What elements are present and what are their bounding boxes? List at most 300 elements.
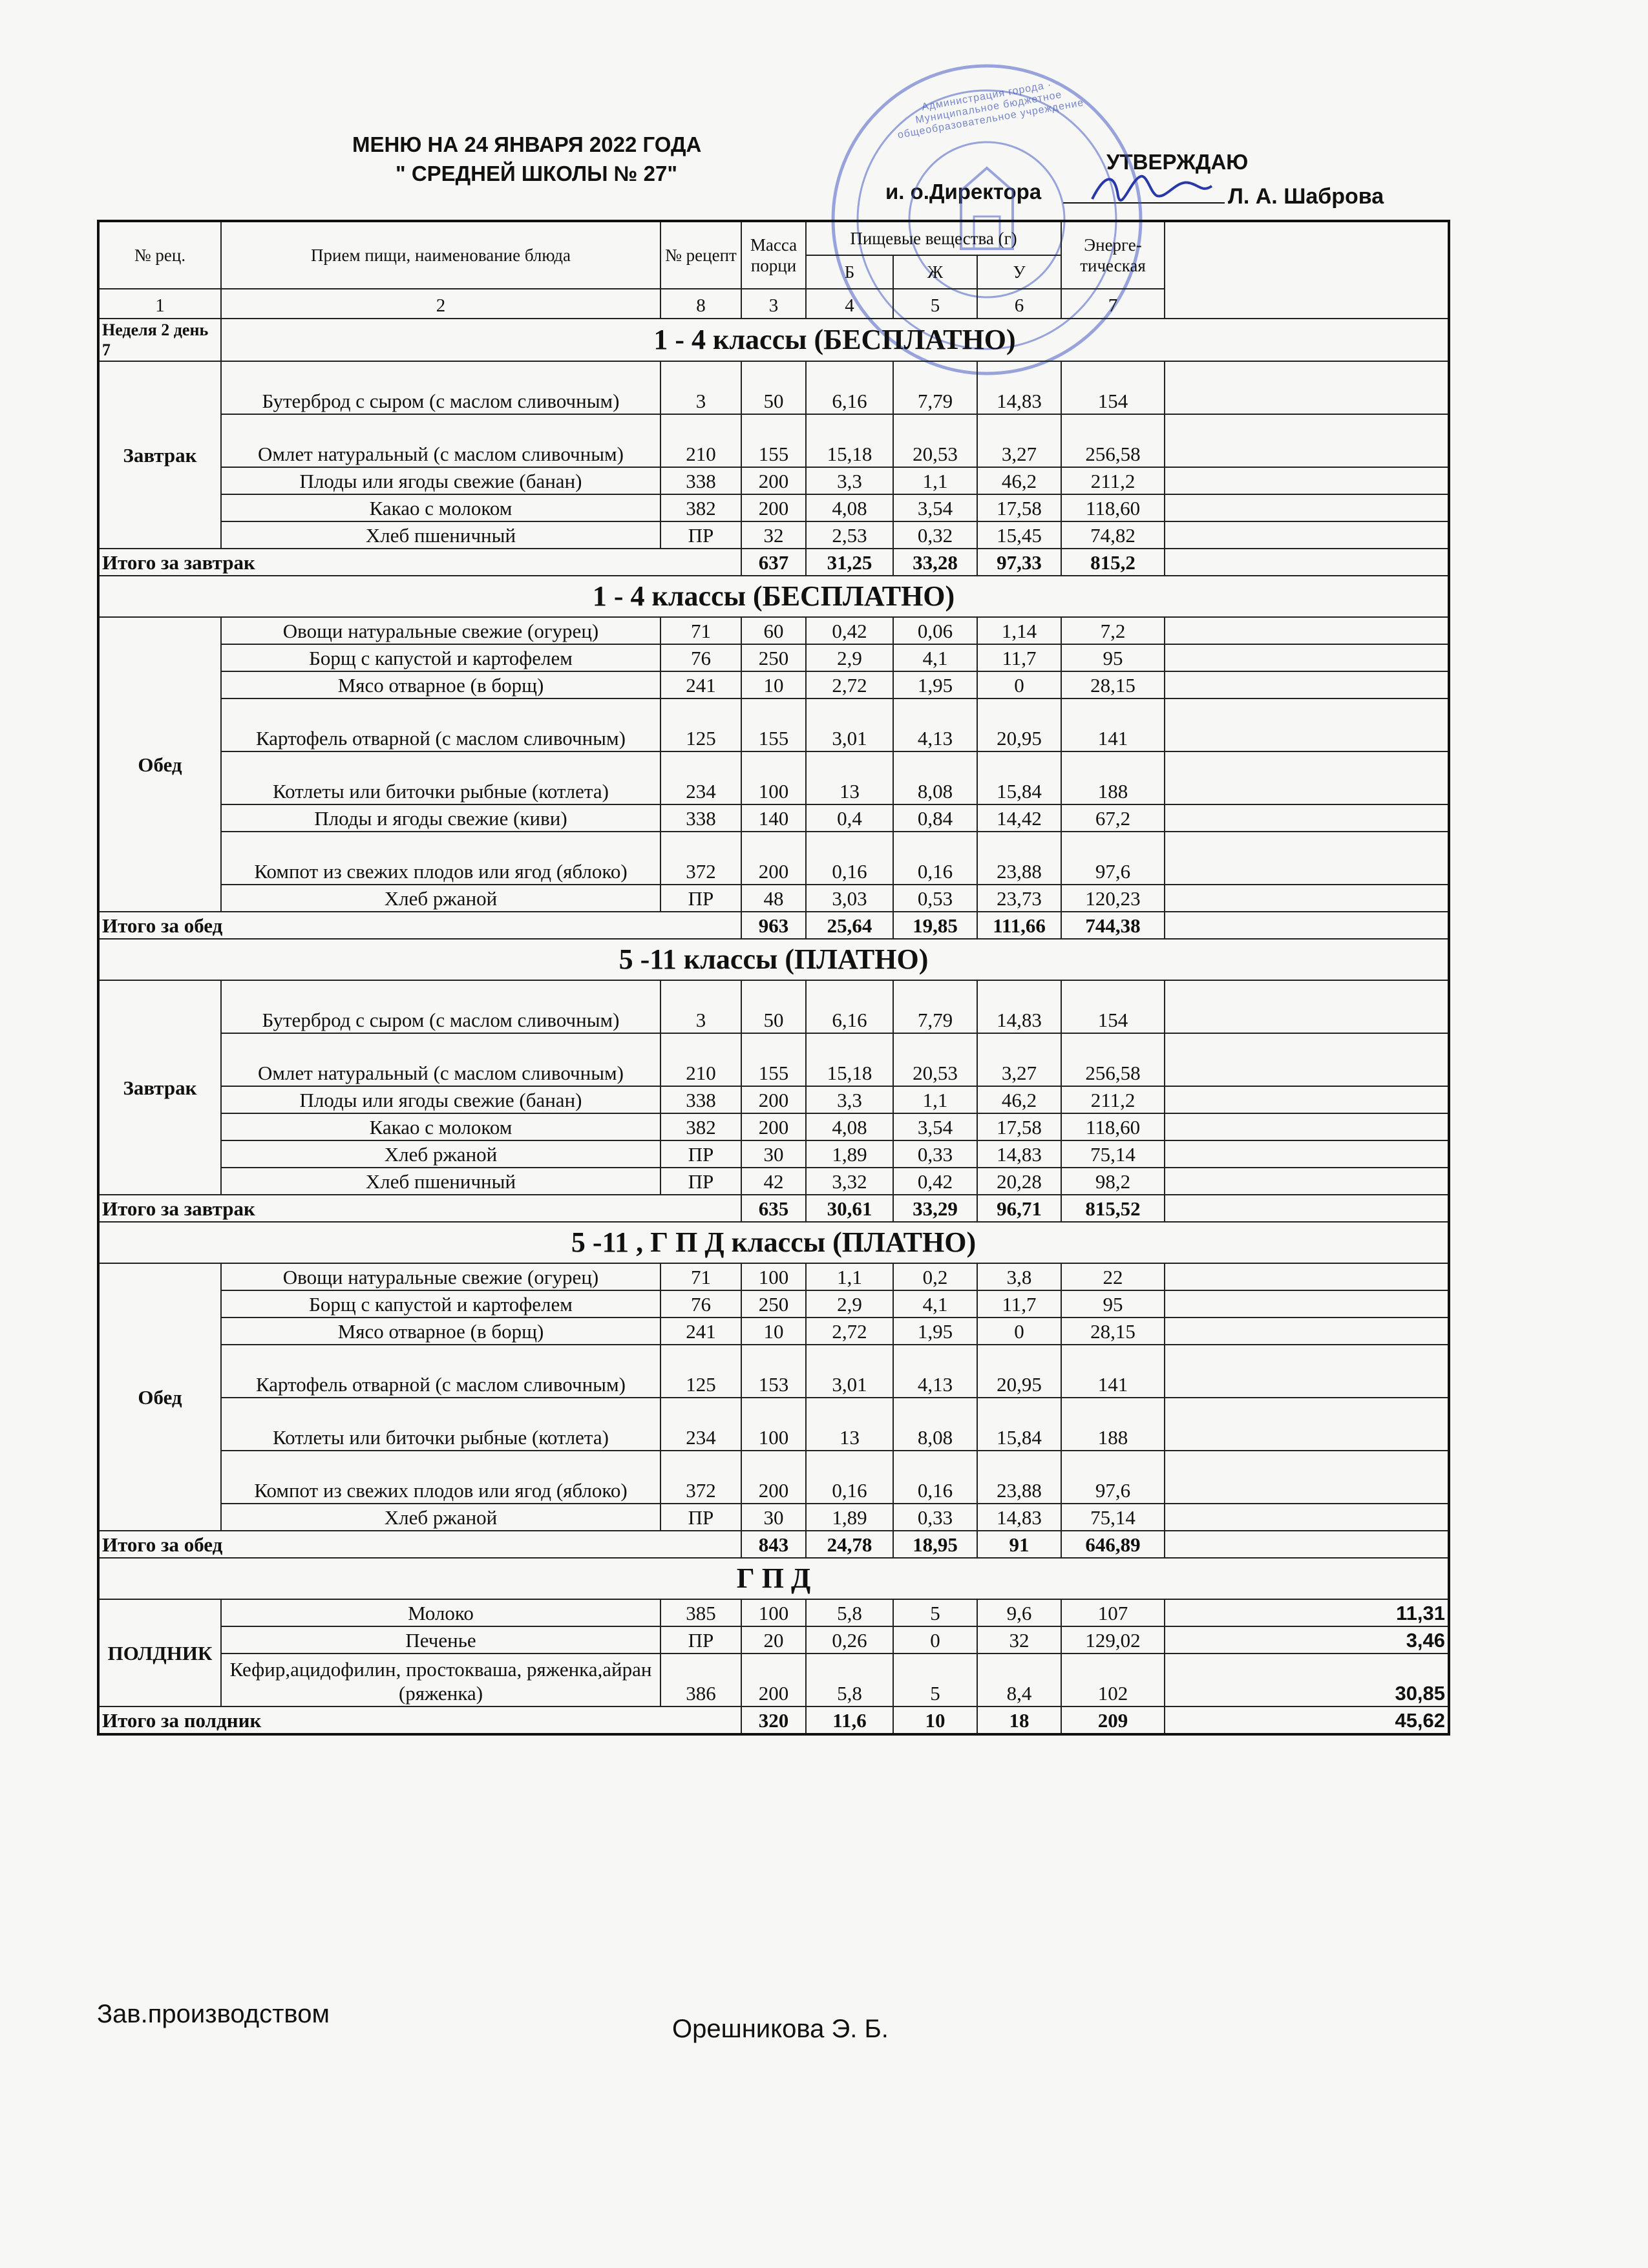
fat-value: 4,13: [893, 1345, 977, 1398]
portion-mass: 200: [741, 1451, 806, 1504]
menu-row: [98, 1168, 1449, 1195]
fat-value: 0,84: [893, 804, 977, 832]
portion-mass: 155: [741, 1033, 806, 1086]
menu-row: [98, 980, 1449, 1033]
menu-row: [98, 1451, 1449, 1504]
dish-name: Хлеб ржаной: [221, 885, 660, 912]
dish-name: Хлеб ржаной: [221, 1504, 660, 1531]
total-protein: 31,25: [806, 549, 893, 576]
protein-value: 3,3: [806, 467, 893, 494]
total-carb: 97,33: [977, 549, 1061, 576]
menu-row: [98, 1318, 1449, 1345]
portion-mass: 155: [741, 414, 806, 467]
energy-value: 154: [1061, 361, 1165, 414]
menu-row: [98, 414, 1449, 467]
menu-row: [98, 832, 1449, 885]
energy-value: 154: [1061, 980, 1165, 1033]
carb-value: 8,4: [977, 1654, 1061, 1706]
section-title-row: [98, 319, 1449, 361]
protein-value: 2,53: [806, 521, 893, 549]
nutrients-header: Пищевые вещества (г): [806, 221, 1061, 255]
recipe-number: 71: [660, 617, 741, 644]
energy-value: 188: [1061, 751, 1165, 804]
carb-value: 1,14: [977, 617, 1061, 644]
section-title: 5 -11 , Г П Д классы (ПЛАТНО): [98, 1222, 1449, 1263]
protein-value: 2,9: [806, 1290, 893, 1318]
carb-value: 46,2: [977, 1086, 1061, 1113]
director-signature: [1086, 167, 1215, 212]
recipe-number: 125: [660, 1345, 741, 1398]
blank-cell: [1165, 1263, 1449, 1290]
energy-value: 129,02: [1061, 1626, 1165, 1654]
protein-value: 0,42: [806, 617, 893, 644]
column-number: 1: [98, 289, 221, 319]
total-row: [98, 549, 1449, 576]
recipe-number: 382: [660, 494, 741, 521]
fat-value: 0,06: [893, 617, 977, 644]
protein-value: 0,16: [806, 832, 893, 885]
column-number: 7: [1061, 289, 1165, 319]
fat-value: 20,53: [893, 414, 977, 467]
portion-mass: 140: [741, 804, 806, 832]
portion-mass: 200: [741, 1113, 806, 1140]
portion-mass: 200: [741, 1654, 806, 1706]
recipe-number: 125: [660, 698, 741, 751]
menu-row: [98, 1654, 1449, 1706]
blank-cell: [1165, 1168, 1449, 1195]
fat-value: 0,53: [893, 885, 977, 912]
total-label: Итого за завтрак: [98, 549, 741, 576]
protein-value: 1,1: [806, 1263, 893, 1290]
blank-cell: [1165, 671, 1449, 698]
protein-value: 13: [806, 1398, 893, 1451]
meal-label: Обед: [98, 617, 221, 912]
blank-cell: [1165, 414, 1449, 467]
fat-value: 0: [893, 1626, 977, 1654]
portion-mass: 30: [741, 1140, 806, 1168]
energy-value: 211,2: [1061, 467, 1165, 494]
protein-value: 5,8: [806, 1654, 893, 1706]
portion-mass: 200: [741, 494, 806, 521]
meal-label: Завтрак: [98, 980, 221, 1195]
protein-value: 2,72: [806, 1318, 893, 1345]
blank-cell: [1165, 221, 1449, 319]
blank-cell: [1165, 804, 1449, 832]
protein-value: 3,3: [806, 1086, 893, 1113]
carb-value: 3,27: [977, 414, 1061, 467]
total-energy: 815,52: [1061, 1195, 1165, 1222]
dish-name: Хлеб ржаной: [221, 1140, 660, 1168]
column-number: 6: [977, 289, 1061, 319]
fat-value: 0,33: [893, 1504, 977, 1531]
fat-value: 5: [893, 1654, 977, 1706]
meal-label: Завтрак: [98, 361, 221, 549]
dish-name: Омлет натуральный (с маслом сливочным): [221, 1033, 660, 1086]
total-label: Итого за обед: [98, 912, 741, 939]
energy-value: 188: [1061, 1398, 1165, 1451]
fat-value: 7,79: [893, 980, 977, 1033]
stamp-caption: Администрация города · Муниципальное бюджетное общеобразовательное учреждение: [896, 79, 1085, 141]
total-mass: 963: [741, 912, 806, 939]
carb-value: 15,84: [977, 1398, 1061, 1451]
portion-mass: 10: [741, 1318, 806, 1345]
carb-header: У: [977, 255, 1061, 289]
dish-name: Молоко: [221, 1599, 660, 1626]
blank-cell: [1165, 1140, 1449, 1168]
carb-value: 14,83: [977, 1140, 1061, 1168]
carb-value: 14,83: [977, 1504, 1061, 1531]
director-name: Л. А. Шаброва: [1228, 184, 1384, 209]
extra-value: 30,85: [1165, 1654, 1449, 1706]
extra-value: 11,31: [1165, 1599, 1449, 1626]
carb-value: 14,83: [977, 980, 1061, 1033]
dish-name: Котлеты или биточки рыбные (котлета): [221, 1398, 660, 1451]
protein-value: 4,08: [806, 494, 893, 521]
total-carb: 91: [977, 1531, 1061, 1558]
total-fat: 33,28: [893, 549, 977, 576]
school-name: " СРЕДНЕЙ ШКОЛЫ № 27": [396, 162, 677, 185]
blank-cell: [1165, 361, 1449, 414]
menu-row: [98, 1599, 1449, 1626]
blank-cell: [1165, 1113, 1449, 1140]
fat-value: 1,95: [893, 1318, 977, 1345]
carb-value: 20,95: [977, 1345, 1061, 1398]
menu-row: [98, 1033, 1449, 1086]
total-energy: 744,38: [1061, 912, 1165, 939]
fat-value: 0,42: [893, 1168, 977, 1195]
portion-mass: 100: [741, 1599, 806, 1626]
blank-cell: [1165, 832, 1449, 885]
recipe-number: 338: [660, 467, 741, 494]
blank-cell: [1165, 698, 1449, 751]
blank-cell: [1165, 644, 1449, 671]
blank-cell: [1165, 1531, 1449, 1558]
blank-cell: [1165, 617, 1449, 644]
section-title-row: [98, 939, 1449, 980]
total-mass: 635: [741, 1195, 806, 1222]
total-row: [98, 1706, 1449, 1734]
energy-value: 118,60: [1061, 1113, 1165, 1140]
protein-value: 3,01: [806, 1345, 893, 1398]
energy-value: 95: [1061, 644, 1165, 671]
dish-name: Какао с молоком: [221, 1113, 660, 1140]
portion-mass: 100: [741, 1263, 806, 1290]
blank-cell: [1165, 912, 1449, 939]
recipe-number: 385: [660, 1599, 741, 1626]
energy-value: 74,82: [1061, 521, 1165, 549]
total-protein: 30,61: [806, 1195, 893, 1222]
energy-value: 7,2: [1061, 617, 1165, 644]
blank-cell: [1165, 549, 1449, 576]
fat-header: Ж: [893, 255, 977, 289]
carb-value: 11,7: [977, 1290, 1061, 1318]
column-number: 3: [741, 289, 806, 319]
energy-value: 22: [1061, 1263, 1165, 1290]
recipe-number: 372: [660, 1451, 741, 1504]
total-extra: 45,62: [1165, 1706, 1449, 1734]
protein-value: 2,72: [806, 671, 893, 698]
total-mass: 843: [741, 1531, 806, 1558]
blank-cell: [1165, 1451, 1449, 1504]
blank-cell: [1165, 751, 1449, 804]
portion-mass: 32: [741, 521, 806, 549]
carb-value: 17,58: [977, 494, 1061, 521]
recipe-number: 76: [660, 644, 741, 671]
menu-row: [98, 885, 1449, 912]
recipe-number: 210: [660, 414, 741, 467]
recipe-number: 234: [660, 751, 741, 804]
total-energy: 815,2: [1061, 549, 1165, 576]
menu-row: [98, 671, 1449, 698]
menu-row: [98, 494, 1449, 521]
blank-cell: [1165, 1318, 1449, 1345]
protein-value: 4,08: [806, 1113, 893, 1140]
week-label: Неделя 2 день 7: [98, 319, 221, 361]
protein-value: 0,16: [806, 1451, 893, 1504]
total-energy: 209: [1061, 1706, 1165, 1734]
fat-value: 4,1: [893, 644, 977, 671]
carb-value: 11,7: [977, 644, 1061, 671]
dish-name: Омлет натуральный (с маслом сливочным): [221, 414, 660, 467]
fat-value: 0,32: [893, 521, 977, 549]
column-number: 8: [660, 289, 741, 319]
protein-value: 1,89: [806, 1140, 893, 1168]
recipe-number: ПР: [660, 1140, 741, 1168]
recipe-number: 386: [660, 1654, 741, 1706]
portion-mass: 200: [741, 832, 806, 885]
dish-name: Мясо отварное (в борщ): [221, 1318, 660, 1345]
recipe-number: 241: [660, 671, 741, 698]
rec-no-header: № рец.: [98, 221, 221, 289]
portion-mass: 60: [741, 617, 806, 644]
protein-header: Б: [806, 255, 893, 289]
blank-cell: [1165, 1290, 1449, 1318]
fat-value: 0,16: [893, 832, 977, 885]
total-fat: 18,95: [893, 1531, 977, 1558]
portion-mass: 10: [741, 671, 806, 698]
column-number: 5: [893, 289, 977, 319]
fat-value: 20,53: [893, 1033, 977, 1086]
blank-cell: [1165, 521, 1449, 549]
section-title: 5 -11 классы (ПЛАТНО): [98, 939, 1449, 980]
recipe-number: 372: [660, 832, 741, 885]
total-protein: 11,6: [806, 1706, 893, 1734]
total-fat: 33,29: [893, 1195, 977, 1222]
carb-value: 23,88: [977, 1451, 1061, 1504]
recipe-number: 71: [660, 1263, 741, 1290]
blank-cell: [1165, 1195, 1449, 1222]
column-number: 2: [221, 289, 660, 319]
blank-cell: [1165, 1398, 1449, 1451]
fat-value: 0,16: [893, 1451, 977, 1504]
menu-row: [98, 1345, 1449, 1398]
carb-value: 0: [977, 671, 1061, 698]
recipe-number: 3: [660, 361, 741, 414]
carb-value: 23,73: [977, 885, 1061, 912]
dish-name: Хлеб пшеничный: [221, 1168, 660, 1195]
portion-mass: 48: [741, 885, 806, 912]
carb-value: 17,58: [977, 1113, 1061, 1140]
dish-name: Бутерброд с сыром (с маслом сливочным): [221, 980, 660, 1033]
total-label: Итого за полдник: [98, 1706, 741, 1734]
portion-mass: 100: [741, 751, 806, 804]
energy-value: 102: [1061, 1654, 1165, 1706]
carb-value: 3,8: [977, 1263, 1061, 1290]
dish-name: Компот из свежих плодов или ягод (яблоко): [221, 1451, 660, 1504]
fat-value: 8,08: [893, 751, 977, 804]
dish-name: Мясо отварное (в борщ): [221, 671, 660, 698]
menu-row: [98, 521, 1449, 549]
dish-name: Борщ с капустой и картофелем: [221, 644, 660, 671]
total-label: Итого за обед: [98, 1531, 741, 1558]
menu-row: [98, 1626, 1449, 1654]
fat-value: 3,54: [893, 494, 977, 521]
energy-value: 256,58: [1061, 414, 1165, 467]
recipe-number: 76: [660, 1290, 741, 1318]
fat-value: 3,54: [893, 1113, 977, 1140]
recipe-number: ПР: [660, 1168, 741, 1195]
total-protein: 25,64: [806, 912, 893, 939]
dish-header: Прием пищи, наименование блюда: [221, 221, 660, 289]
recipe-number: 210: [660, 1033, 741, 1086]
total-mass: 637: [741, 549, 806, 576]
carb-value: 20,95: [977, 698, 1061, 751]
section-title: Г П Д: [98, 1558, 1449, 1599]
energy-value: 118,60: [1061, 494, 1165, 521]
energy-value: 75,14: [1061, 1504, 1165, 1531]
menu-row: [98, 644, 1449, 671]
section-title-row: [98, 576, 1449, 617]
portion-mass: 20: [741, 1626, 806, 1654]
carb-value: 15,84: [977, 751, 1061, 804]
protein-value: 15,18: [806, 414, 893, 467]
recipe-number: ПР: [660, 1504, 741, 1531]
protein-value: 1,89: [806, 1504, 893, 1531]
blank-cell: [1165, 1504, 1449, 1531]
recipe-number: ПР: [660, 1626, 741, 1654]
total-fat: 19,85: [893, 912, 977, 939]
energy-value: 28,15: [1061, 1318, 1165, 1345]
recipe-number: 382: [660, 1113, 741, 1140]
dish-name: Плоды или ягоды свежие (банан): [221, 467, 660, 494]
protein-value: 2,9: [806, 644, 893, 671]
total-mass: 320: [741, 1706, 806, 1734]
menu-table: [97, 220, 1450, 1736]
footer-name: Орешникова Э. Б.: [672, 2015, 889, 2043]
total-protein: 24,78: [806, 1531, 893, 1558]
protein-value: 3,03: [806, 885, 893, 912]
fat-value: 1,95: [893, 671, 977, 698]
portion-mass: 155: [741, 698, 806, 751]
portion-mass: 100: [741, 1398, 806, 1451]
energy-value: 211,2: [1061, 1086, 1165, 1113]
menu-row: [98, 617, 1449, 644]
recipe-number: 241: [660, 1318, 741, 1345]
blank-cell: [1165, 1086, 1449, 1113]
fat-value: 4,1: [893, 1290, 977, 1318]
carb-value: 20,28: [977, 1168, 1061, 1195]
protein-value: 6,16: [806, 980, 893, 1033]
energy-value: 141: [1061, 698, 1165, 751]
dish-name: Кефир,ацидофилин, простокваша, ряженка,айран (ряженка): [221, 1654, 660, 1706]
carb-value: 15,45: [977, 521, 1061, 549]
menu-row: [98, 361, 1449, 414]
blank-cell: [1165, 494, 1449, 521]
blank-cell: [1165, 1033, 1449, 1086]
protein-value: 15,18: [806, 1033, 893, 1086]
portion-mass: 200: [741, 467, 806, 494]
energy-value: 95: [1061, 1290, 1165, 1318]
fat-value: 1,1: [893, 467, 977, 494]
portion-mass: 42: [741, 1168, 806, 1195]
menu-row: [98, 1086, 1449, 1113]
protein-value: 0,26: [806, 1626, 893, 1654]
dish-name: Овощи натуральные свежие (огурец): [221, 1263, 660, 1290]
total-label: Итого за завтрак: [98, 1195, 741, 1222]
dish-name: Картофель отварной (с маслом сливочным): [221, 698, 660, 751]
footer-position: Зав.производством: [97, 2000, 330, 2028]
menu-row: [98, 1398, 1449, 1451]
energy-value: 75,14: [1061, 1140, 1165, 1168]
menu-row: [98, 467, 1449, 494]
energy-header: Энерге-тическая: [1061, 221, 1165, 289]
energy-value: 107: [1061, 1599, 1165, 1626]
energy-value: 120,23: [1061, 885, 1165, 912]
mass-header: Масса порци: [741, 221, 806, 289]
dish-name: Борщ с капустой и картофелем: [221, 1290, 660, 1318]
extra-value: 3,46: [1165, 1626, 1449, 1654]
fat-value: 8,08: [893, 1398, 977, 1451]
carb-value: 46,2: [977, 467, 1061, 494]
total-row: [98, 1195, 1449, 1222]
carb-value: 14,83: [977, 361, 1061, 414]
menu-row: [98, 1504, 1449, 1531]
fat-value: 0,33: [893, 1140, 977, 1168]
total-energy: 646,89: [1061, 1531, 1165, 1558]
director-label: и. о.Директора: [885, 180, 1042, 204]
energy-value: 67,2: [1061, 804, 1165, 832]
carb-value: 14,42: [977, 804, 1061, 832]
energy-value: 98,2: [1061, 1168, 1165, 1195]
energy-value: 256,58: [1061, 1033, 1165, 1086]
protein-value: 6,16: [806, 361, 893, 414]
recipe-number: ПР: [660, 885, 741, 912]
total-carb: 18: [977, 1706, 1061, 1734]
section-title-row: [98, 1558, 1449, 1599]
portion-mass: 50: [741, 980, 806, 1033]
energy-value: 28,15: [1061, 671, 1165, 698]
blank-cell: [1165, 980, 1449, 1033]
energy-value: 141: [1061, 1345, 1165, 1398]
fat-value: 4,13: [893, 698, 977, 751]
recipe-number: 338: [660, 804, 741, 832]
section-title: 1 - 4 классы (БЕСПЛАТНО): [98, 576, 1449, 617]
recipe-header: № рецепт: [660, 221, 741, 289]
dish-name: Хлеб пшеничный: [221, 521, 660, 549]
portion-mass: 200: [741, 1086, 806, 1113]
dish-name: Печенье: [221, 1626, 660, 1654]
fat-value: 5: [893, 1599, 977, 1626]
carb-value: 32: [977, 1626, 1061, 1654]
dish-name: Овощи натуральные свежие (огурец): [221, 617, 660, 644]
meal-label: Обед: [98, 1263, 221, 1531]
carb-value: 9,6: [977, 1599, 1061, 1626]
blank-cell: [1165, 885, 1449, 912]
dish-name: Компот из свежих плодов или ягод (яблоко): [221, 832, 660, 885]
dish-name: Бутерброд с сыром (с маслом сливочным): [221, 361, 660, 414]
menu-row: [98, 1140, 1449, 1168]
section-title: 1 - 4 классы (БЕСПЛАТНО): [221, 319, 1449, 361]
